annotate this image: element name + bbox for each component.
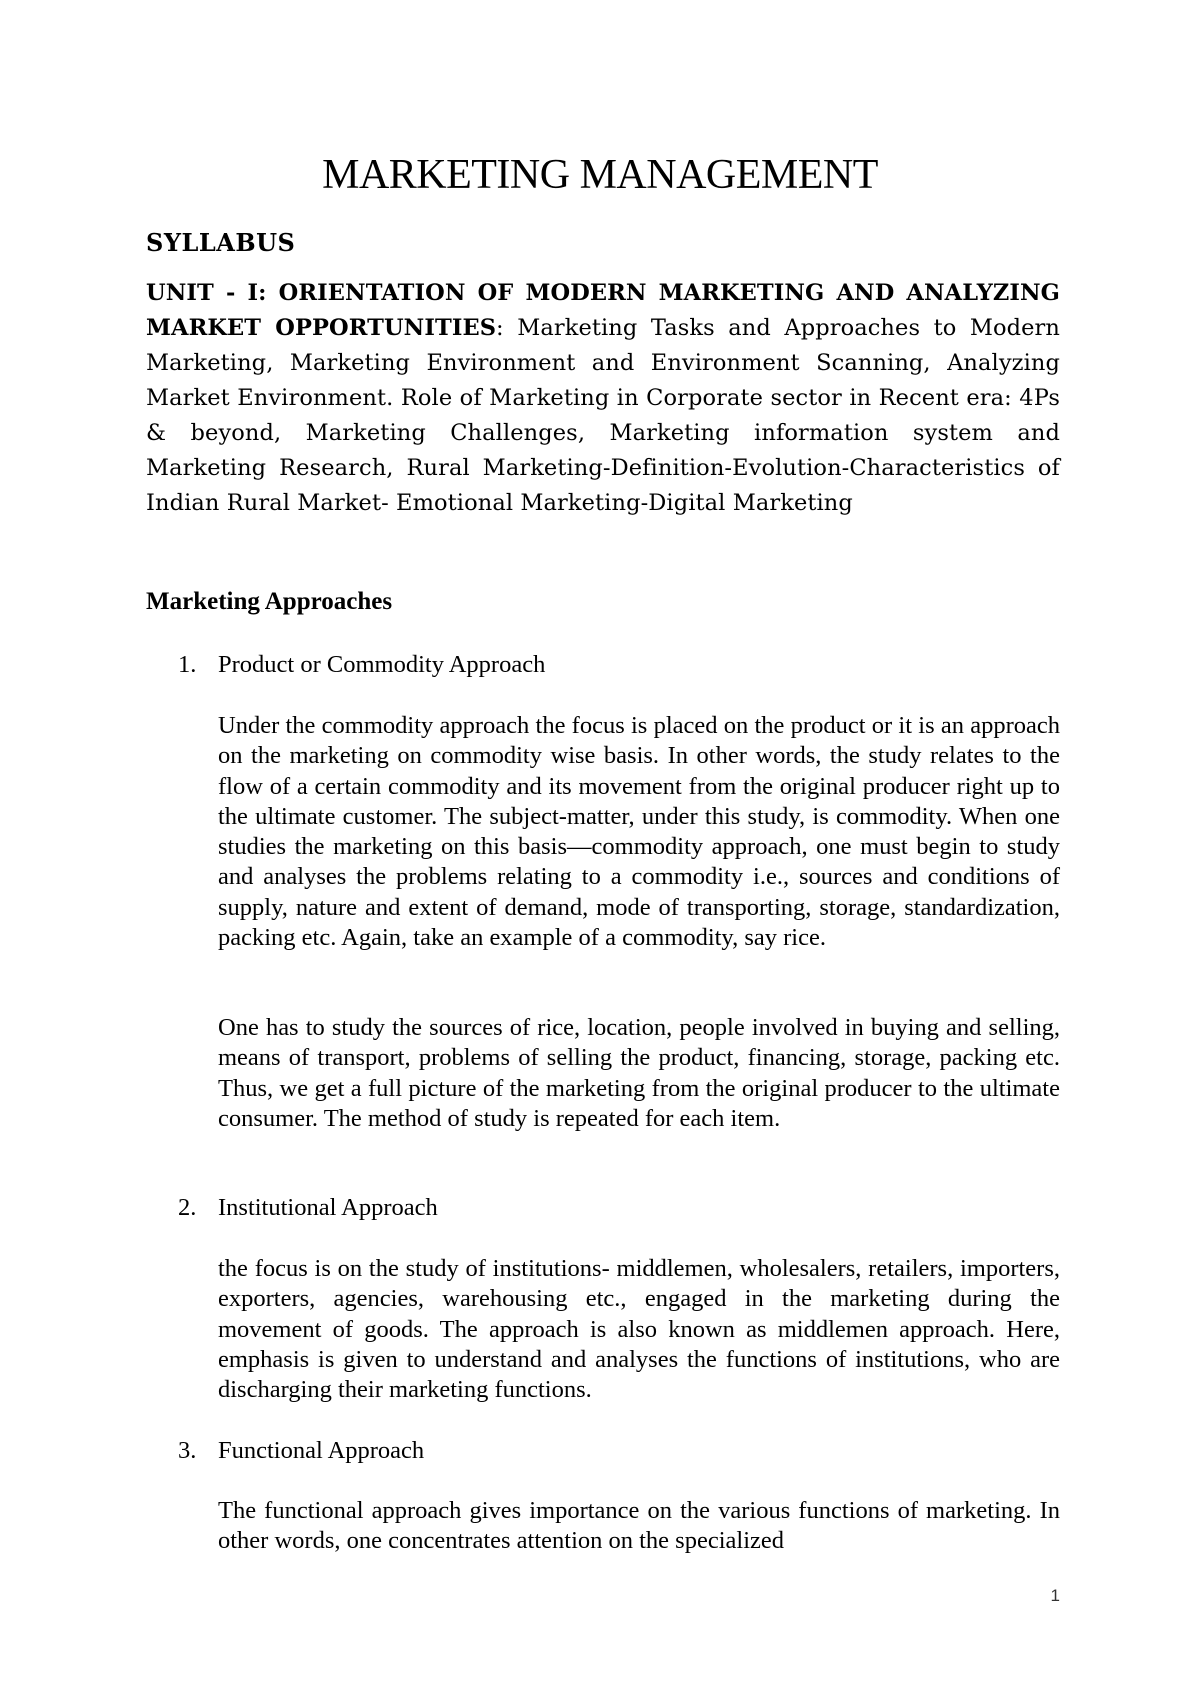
syllabus-label: SYLLABUS xyxy=(146,228,296,257)
unit-description xyxy=(146,276,1060,521)
list-item-number: 2. xyxy=(178,1194,197,1221)
paragraph: Under the commodity approach the focus is placed on the product or it is an approach on the marketing on commodity wise basis. In other words, the study relates to the flow of a certain commodity and its movement from the original producer right up to the ultimate customer. The subject-matter, under this study, is commodity. When one studies the marketing on this basis—commodity approach, one must begin to study and analyses the problems relating to a commodity i.e., sources and conditions of supply, nature and extent of demand, mode of transporting, storage, standardization, packing etc. Again, take an example of a commodity, say rice. xyxy=(218,712,1060,952)
list-item-heading xyxy=(178,1193,438,1223)
section-heading: Marketing Approaches xyxy=(146,588,393,615)
list-item-title: Functional Approach xyxy=(218,1437,425,1464)
list-item-heading xyxy=(178,650,545,680)
list-item-number: 3. xyxy=(178,1437,197,1464)
paragraph: the focus is on the study of institutions- middlemen, wholesalers, retailers, importers, exporters, agencies, warehousing etc., engaged in the marketing during the movement of goods. The approach is also known as middlemen approach. Here, emphasis is given to understand and analyses the functions of institutions, who are discharging their marketing functions. xyxy=(218,1255,1060,1404)
list-item-heading xyxy=(178,1436,424,1466)
page-number: 1 xyxy=(1050,1586,1060,1605)
list-item-title: Product or Commodity Approach xyxy=(218,651,546,678)
list-item-title: Institutional Approach xyxy=(218,1194,438,1221)
list-item-number: 1. xyxy=(178,651,197,678)
document-title: MARKETING MANAGEMENT xyxy=(322,152,878,198)
paragraph: One has to study the sources of rice, location, people involved in buying and selling, means of transport, problems of selling the product, financing, storage, packing etc. Thus, we get a full picture of the marketing from the original producer to the ultimate consumer. The method of study is repeated for each item. xyxy=(218,1014,1060,1132)
unit-body: : Marketing Tasks and Approaches to Modern Marketing, Marketing Environment and Environment Scanning, Analyzing Market Environment. Role of Marketing in Corporate sector in Recent era: 4Ps & beyond, Marketing Challenges, Marketing information system and Marketing Research, Rural Marketing-Definition-Evolution-Characteristics of Indian Rural Market- Emotional Marketing-Digital Marketing xyxy=(146,315,1060,516)
unit-heading: UNIT - I: ORIENTATION OF MODERN MARKETING AND ANALYZING MARKET OPPORTUNITIES xyxy=(146,280,1060,341)
paragraph: The functional approach gives importance on the various functions of marketing. In other words, one concentrates attention on the specialized xyxy=(218,1497,1060,1555)
